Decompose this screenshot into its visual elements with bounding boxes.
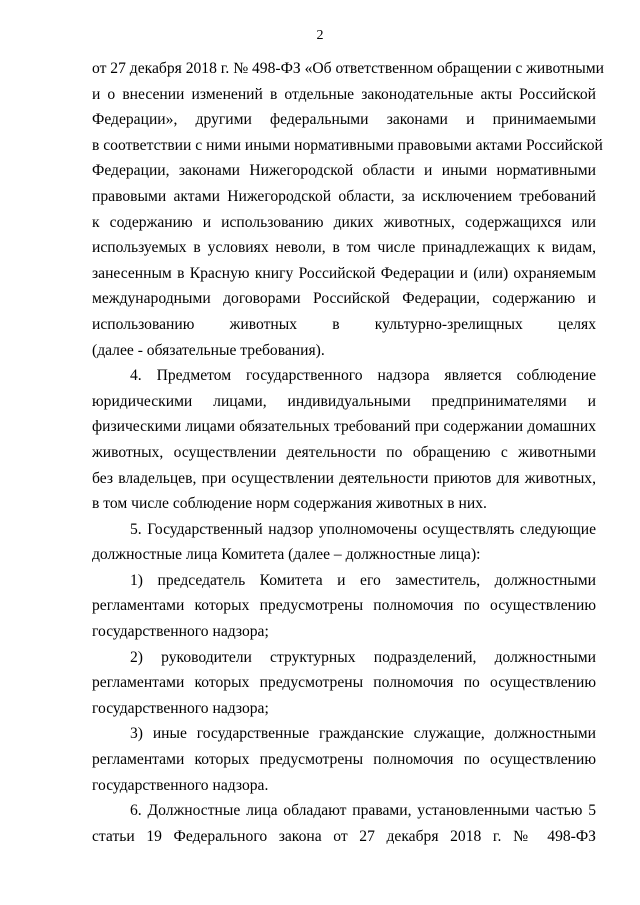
text-line: занесенным в Красную книгу Российской Федерации и (или) охраняемым [92,264,596,282]
document-body [92,56,604,849]
text-line: Федерации, законами Нижегородской области и иными нормативными [92,162,596,180]
text-line: 1) председатель Комитета и его заместитель, должностными [130,571,596,589]
text-line: в соответствии с ними иными нормативными правовыми актами Российской [92,136,603,154]
text-line: государственного надзора. [92,776,269,794]
text-line: и о внесении изменений в отдельные законодательные акты Российской [92,85,596,103]
text-line: 4. Предметом государственного надзора является соблюдение [130,367,596,385]
text-line: 2) руководители структурных подразделений, должностными [130,648,596,666]
text-line: физическими лицами обязательных требований при содержании домашних [92,418,596,436]
text-line: регламентами которых предусмотрены полномочия по осуществлению [92,751,596,769]
page-number: 2 [316,28,324,43]
text-line: Федерации», другими федеральными законами и принимаемыми [92,111,596,129]
text-line: регламентами которых предусмотрены полномочия по осуществлению [92,597,596,615]
text-line: животных, осуществлении деятельности по обращению с животными [92,443,596,461]
text-line: государственного надзора; [92,699,269,717]
text-line: должностные лица Комитета (далее – должностные лица): [92,546,481,564]
text-line: 3) иные государственные гражданские служащие, должностными [130,725,596,743]
text-line: (далее - обязательные требования). [92,341,325,359]
text-line: от 27 декабря 2018 г. № 498-ФЗ «Об ответственном обращении с животными [92,60,604,77]
text-line: юридическими лицами, индивидуальными предпринимателями и [92,392,596,410]
text-line: 6. Должностные лица обладают правами, установленными частью 5 [130,802,596,820]
text-line: 5. Государственный надзор уполномочены осуществлять следующие [130,520,596,538]
text-line: статьи 19 Федерального закона от 27 декабря 2018 г. № 498-ФЗ [92,827,596,845]
text-line: к содержанию и использованию диких животных, содержащихся или [92,213,596,231]
text-line: правовыми актами Нижегородской области, за исключением требований [92,187,596,205]
text-line: использованию животных в культурно-зрелищных целях [92,315,596,333]
text-line: в том числе соблюдение норм содержания животных в них. [92,495,487,513]
text-line: регламентами которых предусмотрены полномочия по осуществлению [92,674,596,692]
text-line: государственного надзора; [92,623,269,641]
text-line: международными договорами Российской Федерации, содержанию и [92,290,596,308]
text-line: используемых в условиях неволи, в том числе принадлежащих к видам, [92,239,596,257]
text-line: без владельцев, при осуществлении деятельности приютов для животных, [92,469,596,487]
